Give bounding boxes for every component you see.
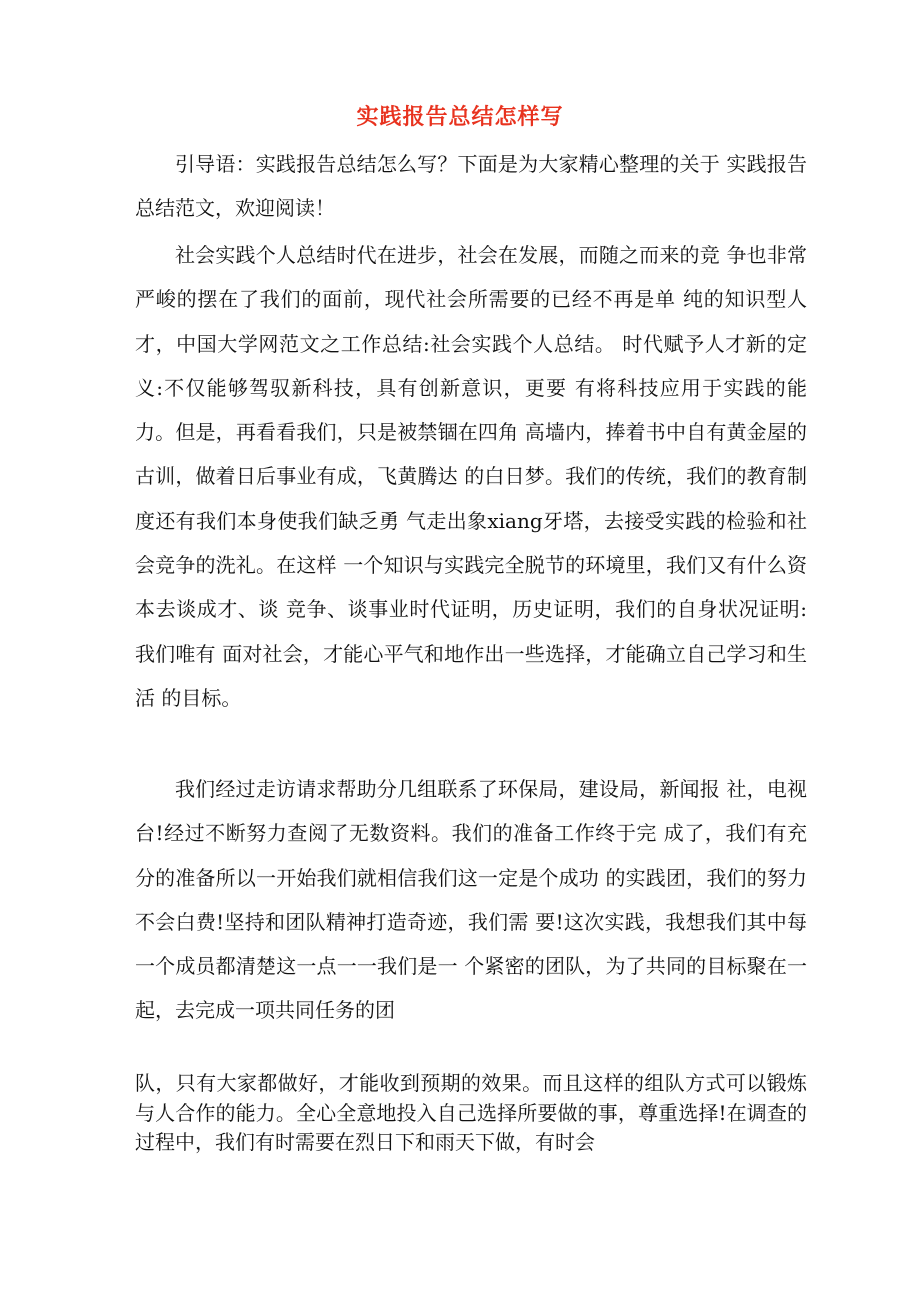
document-title: 实践报告总结怎样写 [356, 104, 564, 130]
intro-paragraph: 引导语：实践报告总结怎么写？下面是为大家精心整理的关于 实践报告总结范文，欢迎阅读！ [135, 152, 807, 221]
body-paragraph-1: 社会实践个人总结时代在进步，社会在发展，而随之而来的竞 争也非常严峻的摆在了我们的面前，现代社会所需要的已经不再是单 纯的知识型人才，中国大学网范文之工作总结:社会实践个人总结。 时代赋予人才新的定义:不仅能够驾驭新科技，具有创新意识，更要 有将科技应用于实践的能力。但是，再看看我们，只是被禁锢在四角 高墙内，捧着书中自有黄金屋的古训，做着日后事业有成，飞黄腾达 的白日梦。我们的传统，我们的教育制度还有我们本身使我们缺乏勇 气走出象xiang牙塔，去接受实践的检验和社会竞争的洗礼。在这样 一个知识与实践完全脱节的环境里，我们又有什么资本去谈成才、谈 竞争、谈事业时代证明，历史证明，我们的自身状况证明:我们唯有 面对社会，才能心平气和地作出一些选择，才能确立自己学习和生活 的目标。 [135, 243, 807, 710]
body-paragraph-2: 我们经过走访请求帮助分几组联系了环保局，建设局，新闻报 社，电视台!经过不断努力查阅了无数资料。我们的准备工作终于完 成了，我们有充分的准备所以一开始我们就相信我们这一定是个成功 的实践团，我们的努力不会白费!坚持和团队精神打造奇迹，我们需 要!这次实践，我想我们其中每一个成员都清楚这一点一一我们是一 个紧密的团队，为了共同的目标聚在一起，去完成一项共同任务的团 [135, 777, 807, 1023]
body-paragraph-3: 队，只有大家都做好，才能收到预期的效果。而且这样的组队方式可以锻炼与人合作的能力。全心全意地投入自己选择所要做的事，尊重选择!在调查的过程中，我们有时需要在烈日下和雨天下做，有时会 [135, 1071, 807, 1154]
